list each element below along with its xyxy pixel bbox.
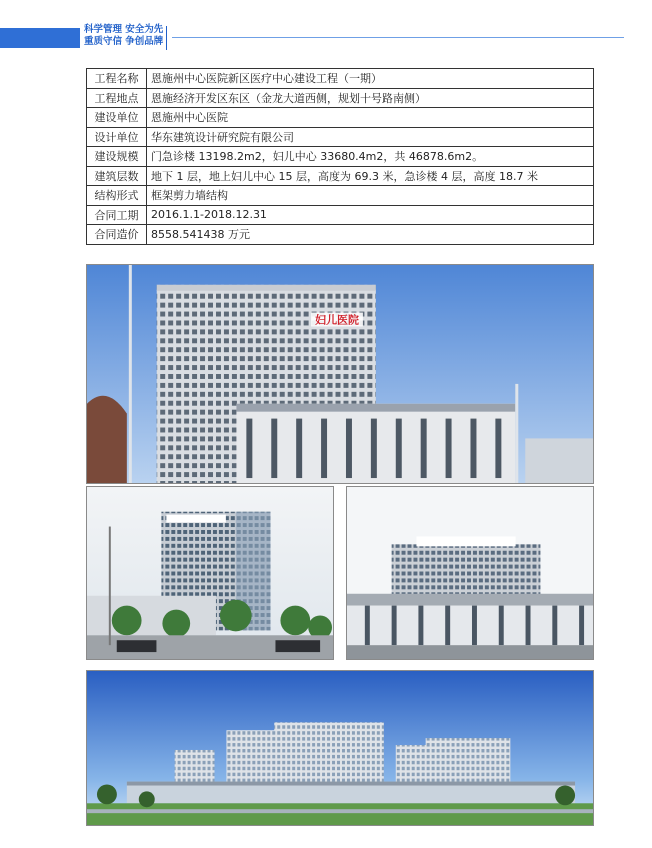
table-row (87, 166, 594, 186)
row-label: 结构形式 (87, 186, 147, 206)
project-info-table (86, 68, 594, 245)
row-value: 恩施州中心医院新区医疗中心建设工程（一期） (147, 69, 594, 89)
header-slogan (84, 24, 163, 48)
hospital-sign: 妇儿医院 (315, 313, 359, 327)
row-label: 合同造价 (87, 225, 147, 245)
header-rule (172, 37, 624, 38)
hospital-front-photo (346, 486, 594, 660)
row-label: 建设规模 (87, 147, 147, 167)
row-value: 框架剪力墙结构 (147, 186, 594, 206)
hospital-rendering-photo (86, 670, 594, 826)
slogan-line-2: 重质守信 争创品牌 (84, 36, 164, 47)
row-label: 工程地点 (87, 88, 147, 108)
table-row (87, 127, 594, 147)
table-row (87, 88, 594, 108)
row-label: 设计单位 (87, 127, 147, 147)
table-row (87, 69, 594, 89)
row-value: 恩施经济开发区东区（金龙大道西侧，规划十号路南侧） (147, 88, 594, 108)
table-row (87, 186, 594, 206)
hospital-tower-side-photo (86, 486, 334, 660)
row-value: 8558.541438 万元 (147, 225, 594, 245)
row-label: 合同工期 (87, 205, 147, 225)
table-row (87, 225, 594, 245)
table-row (87, 147, 594, 167)
table-row (87, 108, 594, 128)
slogan-line-1: 科学管理 安全为先 (84, 24, 164, 35)
header-divider (166, 26, 167, 50)
row-label: 工程名称 (87, 69, 147, 89)
table-row (87, 205, 594, 225)
row-value: 门急诊楼 13198.2m2，妇儿中心 33680.4m2，共 46878.6m2。 (147, 147, 594, 167)
row-label: 建筑层数 (87, 166, 147, 186)
row-label: 建设单位 (87, 108, 147, 128)
row-value: 恩施州中心医院 (147, 108, 594, 128)
row-value: 2016.1.1-2018.12.31 (147, 205, 594, 225)
row-value: 华东建筑设计研究院有限公司 (147, 127, 594, 147)
hospital-building-photo (86, 264, 594, 484)
header-accent-bar (0, 28, 80, 48)
row-value: 地下 1 层，地上妇儿中心 15 层，高度为 69.3 米，急诊楼 4 层，高度 18.7 米 (147, 166, 594, 186)
